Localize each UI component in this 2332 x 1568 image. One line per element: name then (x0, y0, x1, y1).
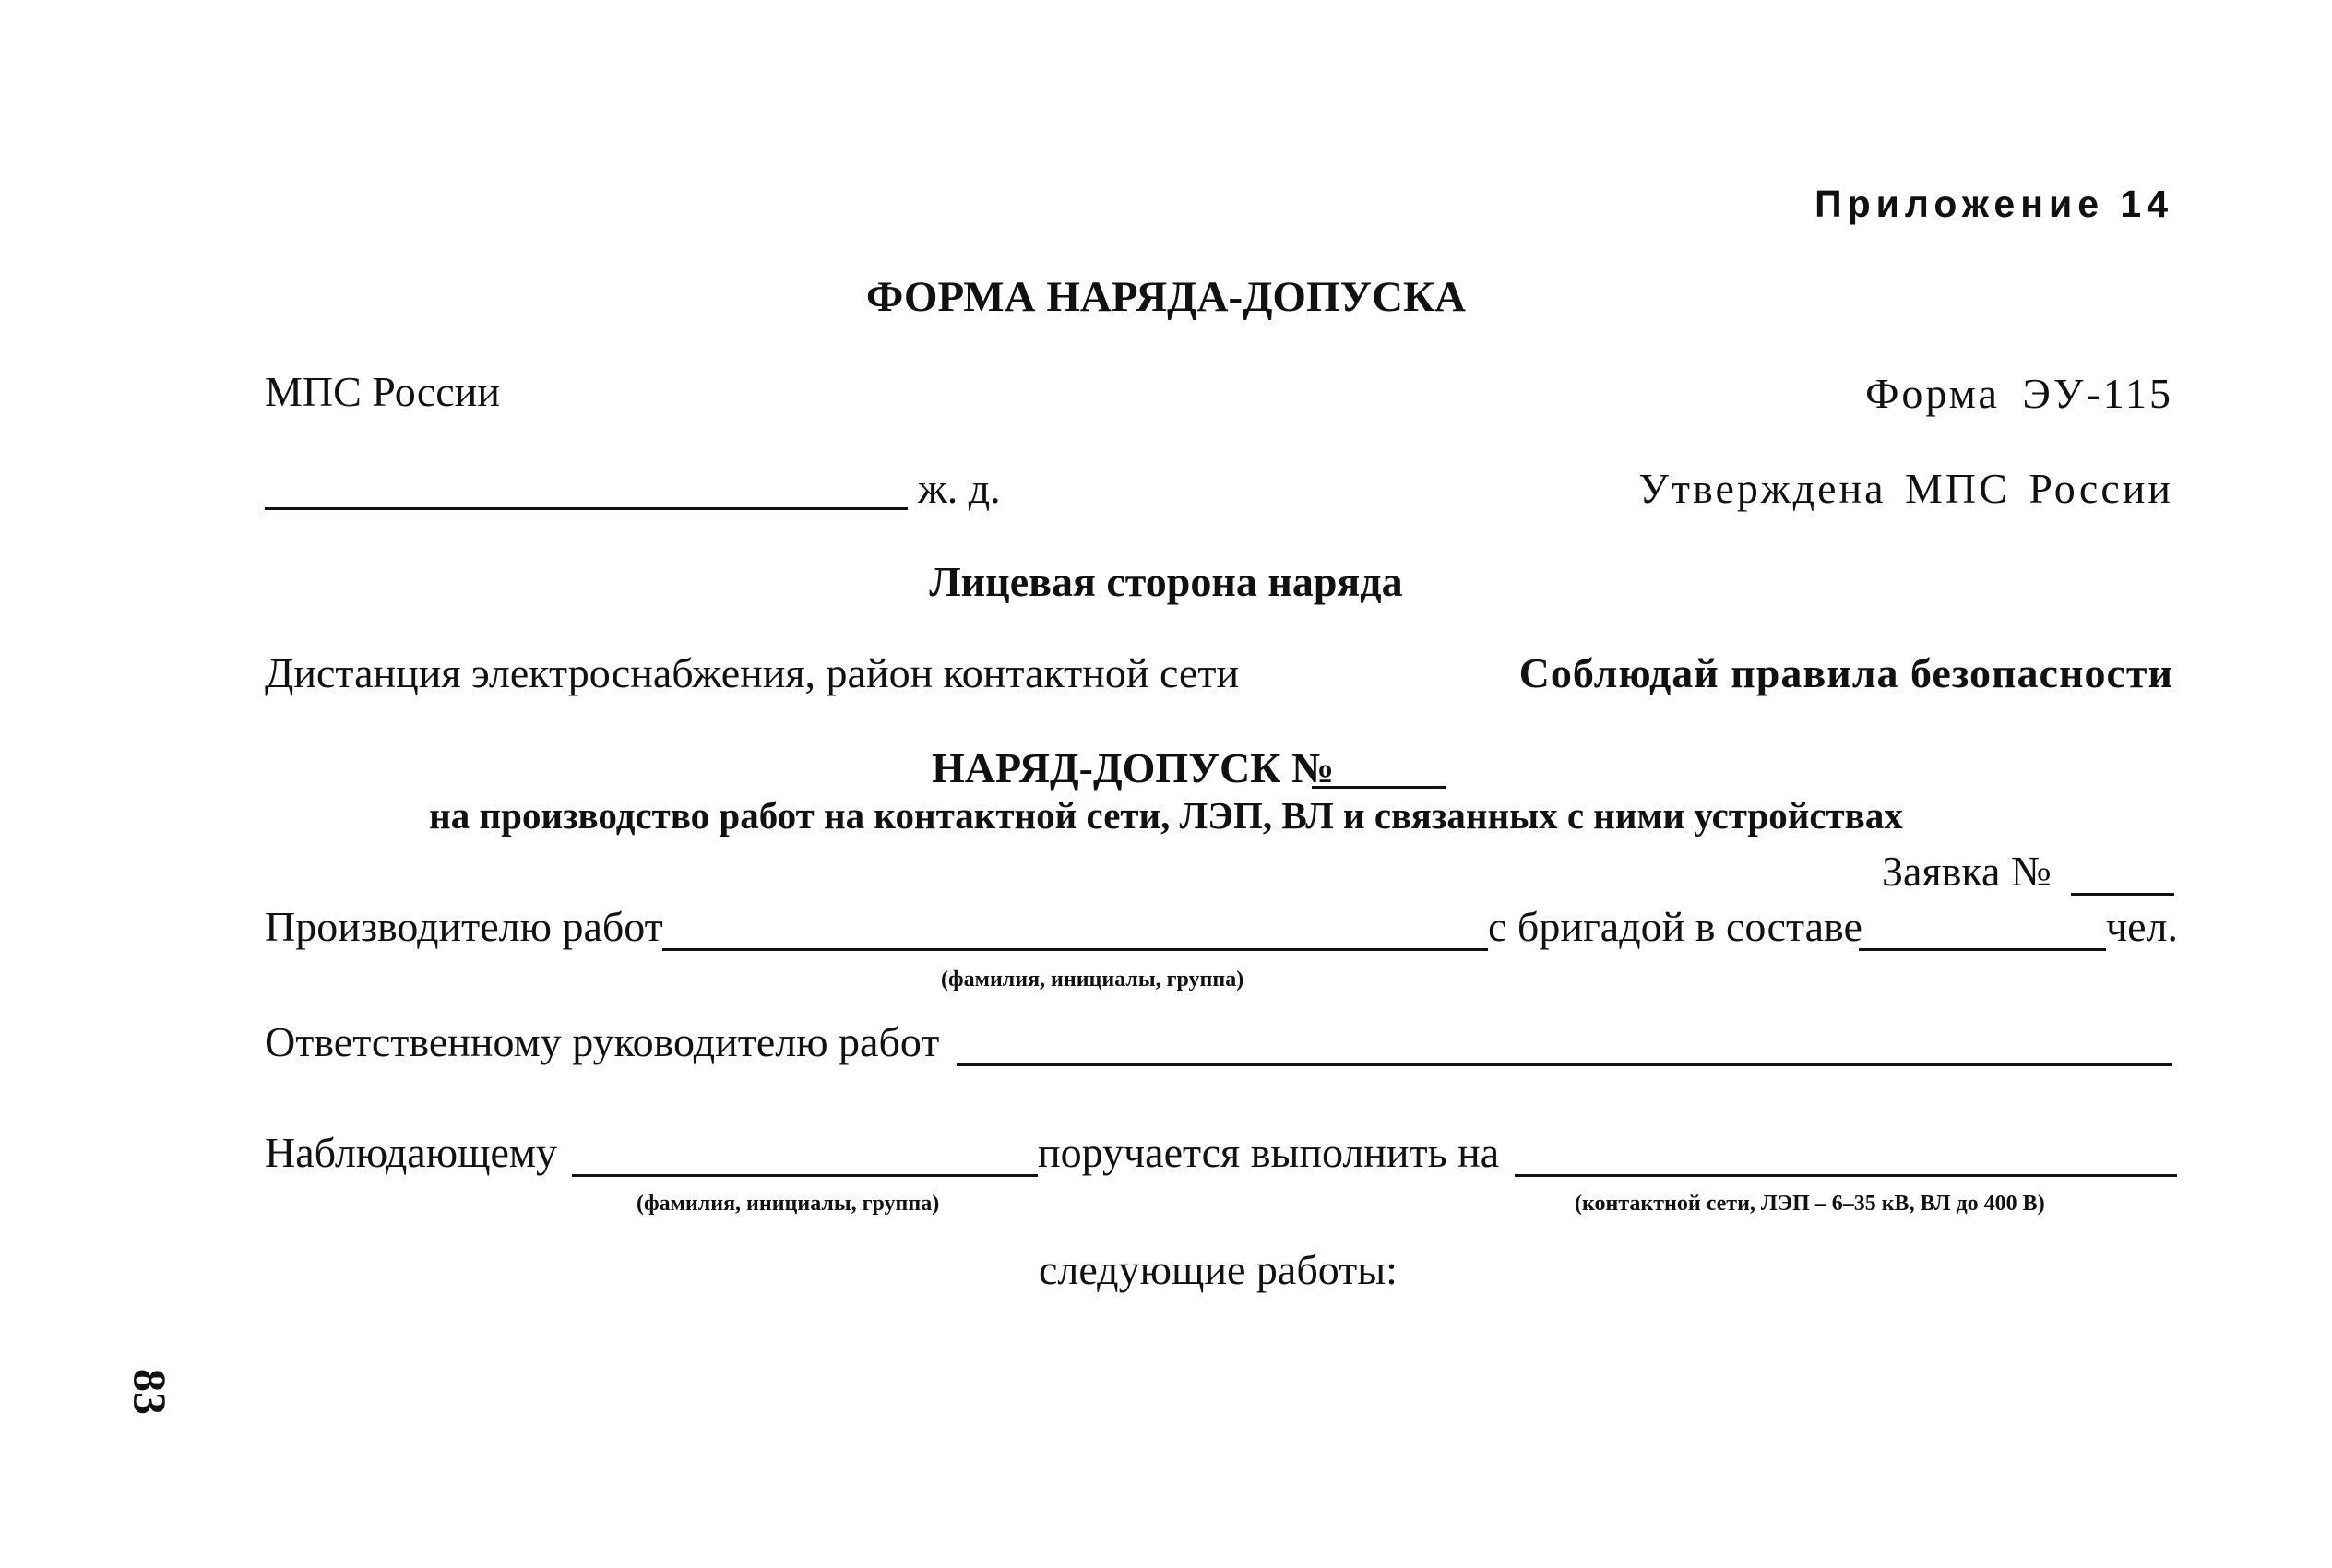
order-subtitle: на производство работ на контактной сети, ЛЭП, ВЛ и связанных с ними устройствах (429, 794, 1903, 837)
producer-caption: (фамилия, инициалы, группа) (941, 968, 1244, 992)
producer-name-line[interactable] (662, 948, 1488, 951)
page-number: 83 (125, 1369, 176, 1415)
observer-caption: (фамилия, инициалы, группа) (637, 1192, 940, 1216)
approved-label: Утверждена МПС России (1638, 465, 2173, 512)
ministry-label: МПС России (265, 368, 500, 415)
order-title: НАРЯД-ДОПУСК № (932, 744, 1335, 791)
form-code: Форма ЭУ-115 (1865, 370, 2173, 417)
network-caption: (контактной сети, ЛЭП – 6–35 кВ, ВЛ до 400 В) (1575, 1192, 2045, 1216)
safety-notice: Соблюдай правила безопасности (1518, 649, 2173, 696)
responsible-name-line[interactable] (957, 1063, 2172, 1066)
railway-suffix: ж. д. (918, 465, 1001, 512)
persons-suffix: чел. (2106, 903, 2179, 950)
form-title: ФОРМА НАРЯДА-ДОПУСКА (865, 273, 1466, 321)
brigade-count-line[interactable] (1859, 948, 2106, 951)
order-number-line[interactable] (1312, 786, 1446, 789)
works-label: следующие работы: (1039, 1246, 1398, 1293)
request-label: Заявка № (1882, 848, 2052, 895)
responsible-label: Ответственному руководителю работ (265, 1018, 940, 1065)
request-number-line[interactable] (2071, 893, 2174, 896)
railway-name-line[interactable] (265, 507, 908, 510)
brigade-label: с бригадой в составе (1488, 903, 1862, 950)
observer-name-line[interactable] (572, 1174, 1038, 1177)
producer-label: Производителю работ (265, 903, 663, 950)
appendix-label: Приложение 14 (1814, 183, 2173, 225)
observer-label: Наблюдающему (265, 1129, 558, 1176)
district-label: Дистанция электроснабжения, район контактной сети (265, 649, 1240, 696)
assigned-label: поручается выполнить на (1038, 1129, 1500, 1176)
side-title: Лицевая сторона наряда (929, 558, 1403, 605)
network-type-line[interactable] (1515, 1174, 2177, 1177)
